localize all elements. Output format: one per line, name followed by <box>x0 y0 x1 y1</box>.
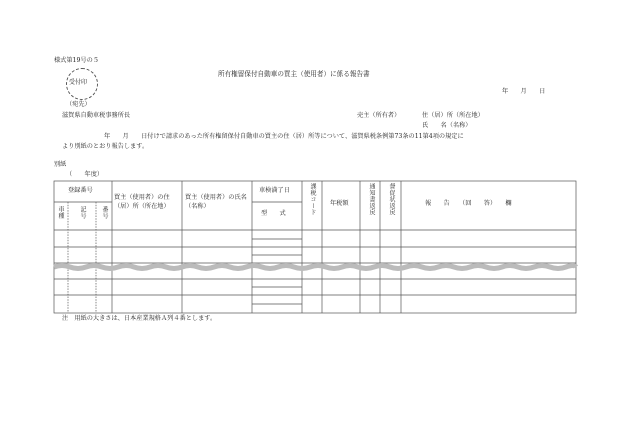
col-car-type: 車種 <box>57 206 64 219</box>
col-symbol: 記号 <box>79 206 86 219</box>
col-annual-tax: 年税額 <box>330 200 349 207</box>
seller-name: 氏 名（名称） <box>422 122 472 129</box>
col-model: 型 式 <box>261 210 286 217</box>
addressee-prefix: （宛先） <box>66 101 91 108</box>
col-registration-number: 登録番号 <box>68 187 93 194</box>
seller-label: 売主（所有者） <box>357 112 401 119</box>
seller-address: 住（居）所（所在地） <box>422 112 484 119</box>
date-line: 年 月 日 <box>502 88 546 95</box>
attachment-label: 別紙 <box>54 161 67 168</box>
col-reminder-return: 督促状返戻 <box>388 183 395 216</box>
form-number: 様式第19号の５ <box>54 57 99 64</box>
page-title: 所有権留保付自動車の買主（使用者）に係る報告書 <box>218 70 370 78</box>
col-buyer-address: 買主（使用者）の住（居）所（所在地） <box>114 194 170 211</box>
col-tax-code: 課税コード <box>309 183 316 216</box>
body-text-1: 年 月 日付けで請求のあった所有権留保付自動車の買主の住（居）所等について、滋賀県税条例第73条の11第4項の規定に <box>104 133 464 140</box>
body-text-2: より別紙のとおり報告します。 <box>62 143 149 150</box>
footnote: 注 用紙の大きさは、日本産業規格Ａ列４番とします。 <box>62 315 217 322</box>
stamp-label: 受付印 <box>69 79 88 86</box>
addressee: 滋賀県自動車税事務所長 <box>62 112 131 119</box>
col-number: 番号 <box>101 206 108 219</box>
col-notice-return: 通知書返戻 <box>368 183 375 216</box>
col-report-answer: 報 告 （回 答） 欄 <box>425 200 512 207</box>
col-inspection-expiry: 車検満了日 <box>259 187 290 194</box>
col-buyer-name: 買主（使用者）の氏名（名称） <box>185 194 247 211</box>
fiscal-year: （ 年度） <box>66 171 104 178</box>
